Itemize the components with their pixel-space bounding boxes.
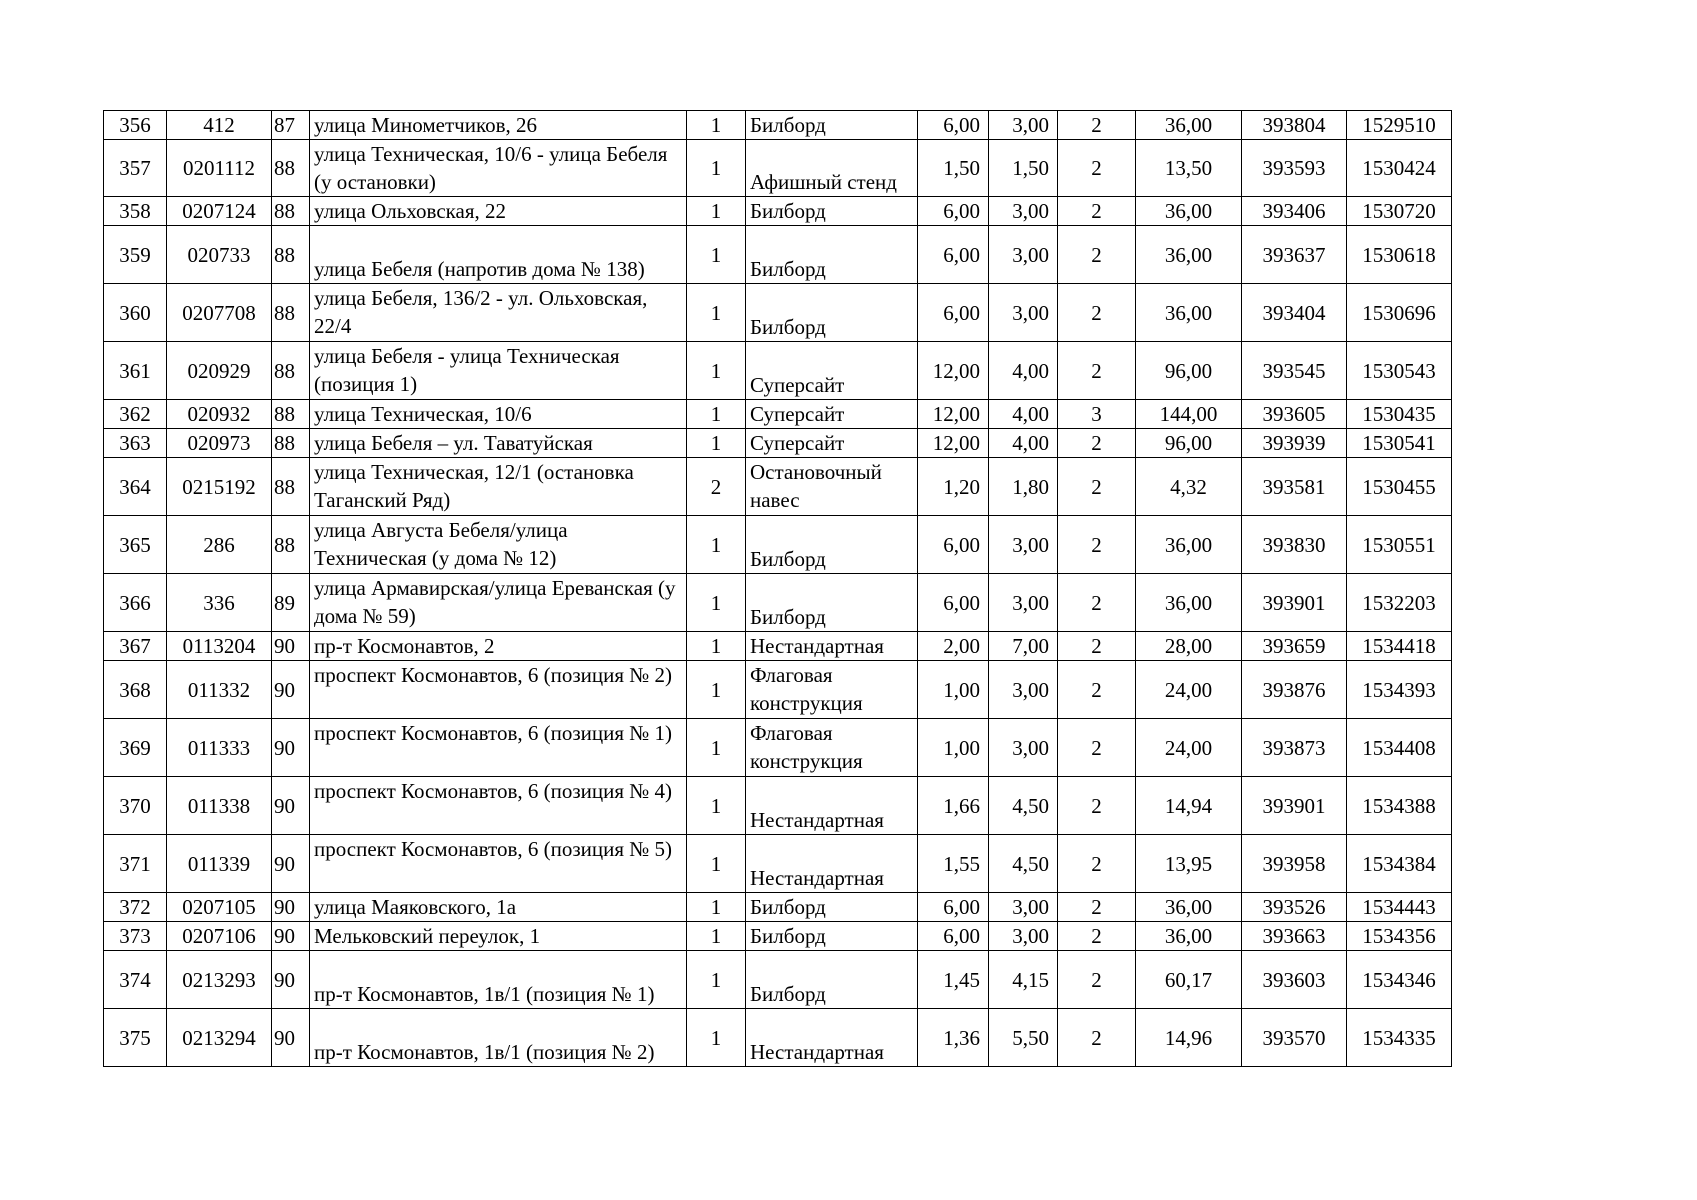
district-code-cell: 88 [272, 400, 310, 429]
table-row [104, 429, 1452, 458]
structure-id-cell: 286 [167, 516, 272, 574]
coordinate-x-cell: 393876 [1242, 661, 1347, 719]
row-number-cell: 371 [104, 835, 167, 893]
table-row [104, 661, 1452, 719]
structure-type-cell: Билборд [746, 226, 918, 284]
area-cell: 24,00 [1136, 661, 1242, 719]
table-row [104, 632, 1452, 661]
address-cell: улица Бебеля, 136/2 - ул. Ольховская, 22/4 [310, 284, 687, 342]
address-cell: улица Маяковского, 1а [310, 893, 687, 922]
width-cell: 1,66 [918, 777, 989, 835]
row-number-cell: 368 [104, 661, 167, 719]
row-number-cell: 359 [104, 226, 167, 284]
structure-id-cell: 020929 [167, 342, 272, 400]
row-number-cell: 374 [104, 951, 167, 1009]
district-code-cell: 88 [272, 458, 310, 516]
coordinate-y-cell: 1529510 [1347, 111, 1452, 140]
coordinate-y-cell: 1534356 [1347, 922, 1452, 951]
coordinate-x-cell: 393605 [1242, 400, 1347, 429]
coordinate-y-cell: 1534384 [1347, 835, 1452, 893]
sides-cell: 2 [1058, 197, 1136, 226]
address-cell: пр-т Космонавтов, 1в/1 (позиция № 2) [310, 1009, 687, 1067]
structure-type-cell: Суперсайт [746, 429, 918, 458]
coordinate-y-cell: 1534388 [1347, 777, 1452, 835]
structure-type-cell: Билборд [746, 574, 918, 632]
area-cell: 28,00 [1136, 632, 1242, 661]
quantity-cell: 1 [687, 516, 746, 574]
address-cell: проспект Космонавтов, 6 (позиция № 1) [310, 719, 687, 777]
row-number-cell: 361 [104, 342, 167, 400]
row-number-cell: 356 [104, 111, 167, 140]
height-cell: 7,00 [989, 632, 1058, 661]
structure-id-cell: 0207708 [167, 284, 272, 342]
structure-id-cell: 0213293 [167, 951, 272, 1009]
coordinate-y-cell: 1530551 [1347, 516, 1452, 574]
structure-type-cell: Нестандартная [746, 632, 918, 661]
sides-cell: 2 [1058, 140, 1136, 197]
height-cell: 3,00 [989, 574, 1058, 632]
width-cell: 6,00 [918, 284, 989, 342]
sides-cell: 2 [1058, 951, 1136, 1009]
table-row [104, 922, 1452, 951]
address-cell: улица Техническая, 10/6 [310, 400, 687, 429]
advertising-structures-table [103, 110, 1452, 1067]
height-cell: 5,50 [989, 1009, 1058, 1067]
address-cell: проспект Космонавтов, 6 (позиция № 5) [310, 835, 687, 893]
table-row [104, 111, 1452, 140]
row-number-cell: 369 [104, 719, 167, 777]
width-cell: 1,00 [918, 719, 989, 777]
sides-cell: 2 [1058, 777, 1136, 835]
coordinate-x-cell: 393545 [1242, 342, 1347, 400]
table-row [104, 400, 1452, 429]
row-number-cell: 357 [104, 140, 167, 197]
district-code-cell: 90 [272, 922, 310, 951]
structure-id-cell: 020733 [167, 226, 272, 284]
district-code-cell: 90 [272, 951, 310, 1009]
district-code-cell: 90 [272, 632, 310, 661]
coordinate-y-cell: 1534335 [1347, 1009, 1452, 1067]
width-cell: 2,00 [918, 632, 989, 661]
area-cell: 36,00 [1136, 516, 1242, 574]
area-cell: 36,00 [1136, 893, 1242, 922]
row-number-cell: 366 [104, 574, 167, 632]
area-cell: 13,95 [1136, 835, 1242, 893]
row-number-cell: 360 [104, 284, 167, 342]
coordinate-y-cell: 1530720 [1347, 197, 1452, 226]
structure-id-cell: 020973 [167, 429, 272, 458]
area-cell: 36,00 [1136, 922, 1242, 951]
width-cell: 1,45 [918, 951, 989, 1009]
quantity-cell: 1 [687, 922, 746, 951]
row-number-cell: 358 [104, 197, 167, 226]
row-number-cell: 375 [104, 1009, 167, 1067]
height-cell: 3,00 [989, 893, 1058, 922]
width-cell: 6,00 [918, 516, 989, 574]
coordinate-y-cell: 1530618 [1347, 226, 1452, 284]
district-code-cell: 90 [272, 1009, 310, 1067]
area-cell: 36,00 [1136, 226, 1242, 284]
structure-id-cell: 011332 [167, 661, 272, 719]
height-cell: 4,50 [989, 835, 1058, 893]
width-cell: 6,00 [918, 226, 989, 284]
coordinate-x-cell: 393526 [1242, 893, 1347, 922]
quantity-cell: 2 [687, 458, 746, 516]
sides-cell: 2 [1058, 429, 1136, 458]
quantity-cell: 1 [687, 284, 746, 342]
row-number-cell: 363 [104, 429, 167, 458]
coordinate-x-cell: 393663 [1242, 922, 1347, 951]
width-cell: 6,00 [918, 574, 989, 632]
quantity-cell: 1 [687, 197, 746, 226]
district-code-cell: 88 [272, 226, 310, 284]
sides-cell: 2 [1058, 835, 1136, 893]
structure-id-cell: 0201112 [167, 140, 272, 197]
structure-id-cell: 0113204 [167, 632, 272, 661]
district-code-cell: 88 [272, 429, 310, 458]
row-number-cell: 367 [104, 632, 167, 661]
coordinate-y-cell: 1530541 [1347, 429, 1452, 458]
table-row [104, 574, 1452, 632]
structure-id-cell: 0207106 [167, 922, 272, 951]
height-cell: 3,00 [989, 516, 1058, 574]
structure-type-cell: Нестандартная [746, 777, 918, 835]
row-number-cell: 364 [104, 458, 167, 516]
area-cell: 60,17 [1136, 951, 1242, 1009]
district-code-cell: 90 [272, 661, 310, 719]
coordinate-y-cell: 1530424 [1347, 140, 1452, 197]
coordinate-x-cell: 393873 [1242, 719, 1347, 777]
coordinate-y-cell: 1534418 [1347, 632, 1452, 661]
quantity-cell: 1 [687, 777, 746, 835]
table-row [104, 835, 1452, 893]
sides-cell: 2 [1058, 661, 1136, 719]
coordinate-y-cell: 1534408 [1347, 719, 1452, 777]
address-cell: улица Бебеля – ул. Таватуйская [310, 429, 687, 458]
table-row [104, 516, 1452, 574]
area-cell: 13,50 [1136, 140, 1242, 197]
structure-id-cell: 011339 [167, 835, 272, 893]
width-cell: 1,00 [918, 661, 989, 719]
width-cell: 6,00 [918, 197, 989, 226]
address-cell: улица Ольховская, 22 [310, 197, 687, 226]
structure-id-cell: 0215192 [167, 458, 272, 516]
coordinate-x-cell: 393659 [1242, 632, 1347, 661]
area-cell: 14,96 [1136, 1009, 1242, 1067]
width-cell: 12,00 [918, 429, 989, 458]
coordinate-x-cell: 393939 [1242, 429, 1347, 458]
quantity-cell: 1 [687, 400, 746, 429]
height-cell: 4,00 [989, 400, 1058, 429]
table-row [104, 951, 1452, 1009]
height-cell: 3,00 [989, 922, 1058, 951]
structure-type-cell: Нестандартная [746, 835, 918, 893]
coordinate-x-cell: 393404 [1242, 284, 1347, 342]
height-cell: 4,00 [989, 429, 1058, 458]
quantity-cell: 1 [687, 342, 746, 400]
structure-id-cell: 412 [167, 111, 272, 140]
sides-cell: 2 [1058, 458, 1136, 516]
structure-type-cell: Билборд [746, 922, 918, 951]
width-cell: 12,00 [918, 400, 989, 429]
row-number-cell: 370 [104, 777, 167, 835]
quantity-cell: 1 [687, 719, 746, 777]
height-cell: 3,00 [989, 197, 1058, 226]
sides-cell: 2 [1058, 574, 1136, 632]
structure-type-cell: Билборд [746, 111, 918, 140]
coordinate-x-cell: 393581 [1242, 458, 1347, 516]
sides-cell: 2 [1058, 893, 1136, 922]
row-number-cell: 372 [104, 893, 167, 922]
district-code-cell: 88 [272, 342, 310, 400]
structure-type-cell: Нестандартная [746, 1009, 918, 1067]
structure-type-cell: Билборд [746, 197, 918, 226]
structure-type-cell: Афишный стенд [746, 140, 918, 197]
table-row [104, 893, 1452, 922]
structure-type-cell: Остановочный навес [746, 458, 918, 516]
district-code-cell: 90 [272, 835, 310, 893]
row-number-cell: 365 [104, 516, 167, 574]
quantity-cell: 1 [687, 1009, 746, 1067]
structure-type-cell: Билборд [746, 893, 918, 922]
structure-type-cell: Билборд [746, 951, 918, 1009]
coordinate-x-cell: 393637 [1242, 226, 1347, 284]
height-cell: 4,00 [989, 342, 1058, 400]
sides-cell: 2 [1058, 1009, 1136, 1067]
district-code-cell: 88 [272, 516, 310, 574]
structure-type-cell: Суперсайт [746, 342, 918, 400]
table-row [104, 1009, 1452, 1067]
area-cell: 144,00 [1136, 400, 1242, 429]
structure-id-cell: 0207105 [167, 893, 272, 922]
structure-id-cell: 0207124 [167, 197, 272, 226]
sides-cell: 2 [1058, 226, 1136, 284]
structure-id-cell: 011338 [167, 777, 272, 835]
structure-type-cell: Флаговая конструкция [746, 719, 918, 777]
area-cell: 36,00 [1136, 574, 1242, 632]
sides-cell: 2 [1058, 632, 1136, 661]
table-row [104, 197, 1452, 226]
district-code-cell: 89 [272, 574, 310, 632]
height-cell: 3,00 [989, 111, 1058, 140]
width-cell: 1,55 [918, 835, 989, 893]
area-cell: 24,00 [1136, 719, 1242, 777]
table-row [104, 458, 1452, 516]
quantity-cell: 1 [687, 111, 746, 140]
coordinate-y-cell: 1530435 [1347, 400, 1452, 429]
coordinate-x-cell: 393958 [1242, 835, 1347, 893]
area-cell: 36,00 [1136, 197, 1242, 226]
height-cell: 3,00 [989, 661, 1058, 719]
district-code-cell: 87 [272, 111, 310, 140]
structure-id-cell: 336 [167, 574, 272, 632]
area-cell: 96,00 [1136, 429, 1242, 458]
height-cell: 1,80 [989, 458, 1058, 516]
district-code-cell: 88 [272, 284, 310, 342]
table-row [104, 140, 1452, 197]
address-cell: улица Техническая, 12/1 (остановка Таганский Ряд) [310, 458, 687, 516]
coordinate-x-cell: 393804 [1242, 111, 1347, 140]
address-cell: проспект Космонавтов, 6 (позиция № 2) [310, 661, 687, 719]
structure-type-cell: Билборд [746, 284, 918, 342]
address-cell: улица Августа Бебеля/улица Техническая (у дома № 12) [310, 516, 687, 574]
address-cell: улица Бебеля (напротив дома № 138) [310, 226, 687, 284]
area-cell: 36,00 [1136, 284, 1242, 342]
district-code-cell: 90 [272, 719, 310, 777]
coordinate-y-cell: 1530543 [1347, 342, 1452, 400]
coordinate-x-cell: 393570 [1242, 1009, 1347, 1067]
table-row [104, 342, 1452, 400]
sides-cell: 2 [1058, 342, 1136, 400]
quantity-cell: 1 [687, 632, 746, 661]
table-body [104, 111, 1452, 1067]
structure-id-cell: 011333 [167, 719, 272, 777]
row-number-cell: 362 [104, 400, 167, 429]
quantity-cell: 1 [687, 574, 746, 632]
quantity-cell: 1 [687, 429, 746, 458]
sides-cell: 2 [1058, 922, 1136, 951]
height-cell: 4,15 [989, 951, 1058, 1009]
quantity-cell: 1 [687, 661, 746, 719]
quantity-cell: 1 [687, 140, 746, 197]
area-cell: 4,32 [1136, 458, 1242, 516]
width-cell: 1,50 [918, 140, 989, 197]
structure-type-cell: Билборд [746, 516, 918, 574]
sides-cell: 2 [1058, 719, 1136, 777]
width-cell: 1,20 [918, 458, 989, 516]
quantity-cell: 1 [687, 893, 746, 922]
quantity-cell: 1 [687, 226, 746, 284]
coordinate-y-cell: 1534346 [1347, 951, 1452, 1009]
coordinate-x-cell: 393830 [1242, 516, 1347, 574]
structure-type-cell: Флаговая конструкция [746, 661, 918, 719]
structure-id-cell: 0213294 [167, 1009, 272, 1067]
sides-cell: 2 [1058, 284, 1136, 342]
address-cell: улица Техническая, 10/6 - улица Бебеля (у остановки) [310, 140, 687, 197]
width-cell: 6,00 [918, 893, 989, 922]
coordinate-x-cell: 393901 [1242, 574, 1347, 632]
width-cell: 6,00 [918, 111, 989, 140]
coordinate-x-cell: 393603 [1242, 951, 1347, 1009]
coordinate-x-cell: 393406 [1242, 197, 1347, 226]
width-cell: 6,00 [918, 922, 989, 951]
area-cell: 96,00 [1136, 342, 1242, 400]
coordinate-y-cell: 1534443 [1347, 893, 1452, 922]
sides-cell: 2 [1058, 516, 1136, 574]
address-cell: улица Армавирская/улица Ереванская (у дома № 59) [310, 574, 687, 632]
sides-cell: 3 [1058, 400, 1136, 429]
district-code-cell: 88 [272, 197, 310, 226]
district-code-cell: 88 [272, 140, 310, 197]
height-cell: 4,50 [989, 777, 1058, 835]
quantity-cell: 1 [687, 951, 746, 1009]
height-cell: 3,00 [989, 284, 1058, 342]
address-cell: проспект Космонавтов, 6 (позиция № 4) [310, 777, 687, 835]
address-cell: улица Минометчиков, 26 [310, 111, 687, 140]
table-row [104, 226, 1452, 284]
table-row [104, 284, 1452, 342]
coordinate-y-cell: 1534393 [1347, 661, 1452, 719]
sides-cell: 2 [1058, 111, 1136, 140]
address-cell: пр-т Космонавтов, 2 [310, 632, 687, 661]
structure-id-cell: 020932 [167, 400, 272, 429]
structure-type-cell: Суперсайт [746, 400, 918, 429]
area-cell: 36,00 [1136, 111, 1242, 140]
area-cell: 14,94 [1136, 777, 1242, 835]
height-cell: 3,00 [989, 719, 1058, 777]
width-cell: 1,36 [918, 1009, 989, 1067]
coordinate-x-cell: 393593 [1242, 140, 1347, 197]
coordinate-y-cell: 1532203 [1347, 574, 1452, 632]
table-row [104, 777, 1452, 835]
quantity-cell: 1 [687, 835, 746, 893]
address-cell: Мельковский переулок, 1 [310, 922, 687, 951]
address-cell: пр-т Космонавтов, 1в/1 (позиция № 1) [310, 951, 687, 1009]
coordinate-y-cell: 1530455 [1347, 458, 1452, 516]
row-number-cell: 373 [104, 922, 167, 951]
height-cell: 1,50 [989, 140, 1058, 197]
district-code-cell: 90 [272, 893, 310, 922]
table-row [104, 719, 1452, 777]
height-cell: 3,00 [989, 226, 1058, 284]
district-code-cell: 90 [272, 777, 310, 835]
coordinate-x-cell: 393901 [1242, 777, 1347, 835]
width-cell: 12,00 [918, 342, 989, 400]
coordinate-y-cell: 1530696 [1347, 284, 1452, 342]
address-cell: улица Бебеля - улица Техническая (позиция 1) [310, 342, 687, 400]
